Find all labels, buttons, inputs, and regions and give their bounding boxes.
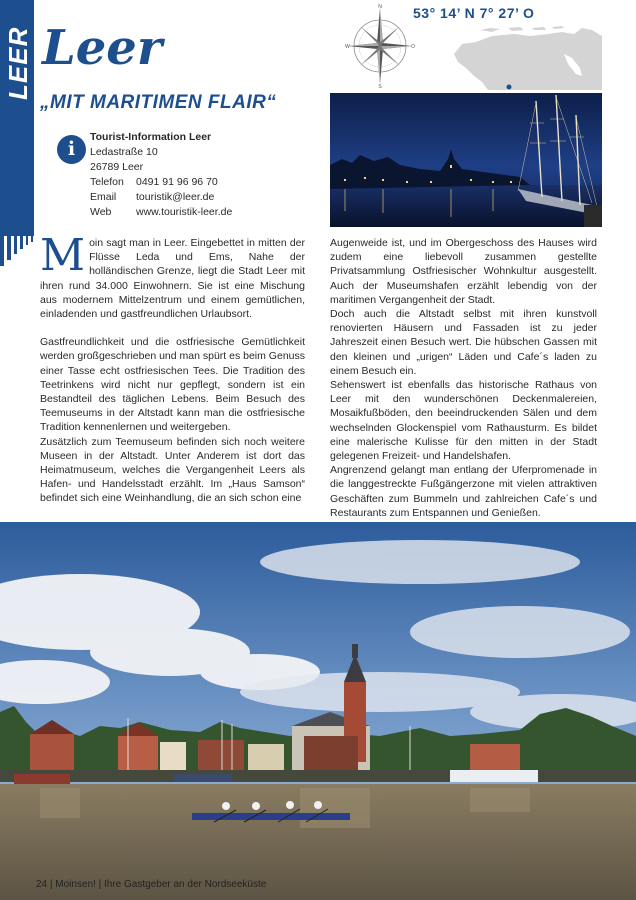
info-icon: i: [57, 135, 86, 164]
info-city: 26789 Leer: [90, 161, 144, 173]
info-title: Tourist-Information Leer: [90, 131, 212, 143]
side-stripes: [0, 236, 33, 266]
info-row-email: [90, 190, 232, 205]
tourist-info-block: [90, 130, 232, 220]
town-name: Leer: [42, 20, 163, 76]
phone-value: 0491 91 96 96 70: [136, 176, 218, 188]
tagline: „MIT MARITIMEN FLAIR“: [40, 92, 277, 113]
info-label: Telefon: [90, 176, 124, 188]
article-paragraph: Zusätzlich zum Teemuseum befinden sich noch weitere Museen in der Altstadt. Unter Anderem ist dort das Heimatmuseum, welches die Vergangenheit Leers als Hafen- und Handelsstadt erzählt. Im „Haus Samson“ befindet sich eine Weinhandlung, die an sich schon eine: [40, 435, 305, 505]
email-link[interactable]: touristik@leer.de: [136, 191, 215, 203]
article-paragraph: Doch auch die Altstadt selbst mit ihren kunstvoll renovierten Häusern und Fassaden ist zu jeder Jahreszeit einen Besuch wert. Die hübschen Gassen mit den kleinen und „urigen“ Läden und Cafe´s laden zu einem Besuch ein.: [330, 308, 597, 377]
article-paragraph: Gastfreundlichkeit und die ostfriesische Gemütlichkeit werden großgeschrieben und man spürt es beim Genuss einer Tasse echt ostfriesischen Tees. Die Tradition des Teetrinkens wird nicht nur gepflegt, sondern ist ein Bestandteil des täglichen Lebens. Beim Besuch des Teemuseums in der Altstadt kann man die ostfriesische Tradition kennenlernen und weitergeben.: [40, 336, 305, 434]
article-paragraph: Moin sagt man in Leer. Eingebettet in mitten der Flüsse Leda und Ems, Nahe der holländischen Grenze, liegt die Stadt Leer mit ihren rund 34.000 Einwohnern. Sie ist eine Mischung aus modernem Mittelzentrum und einem gemütlichen, einladenden und gastfreundlichen Urlaubsort.: [40, 230, 305, 321]
info-street: Ledastraße 10: [90, 146, 158, 158]
article-column-right: [330, 236, 597, 520]
svg-text:S: S: [378, 84, 382, 88]
region-map-inset: [452, 24, 602, 90]
dropcap: M: [40, 230, 86, 281]
harbour-photo: [0, 522, 636, 900]
web-link[interactable]: www.touristik-leer.de: [136, 206, 233, 218]
article-paragraph: Augenweide ist, und im Obergeschoss des Hauses wird zudem eine liebevoll zusammen gestellte Privatsammlung Ostfriesischer Wohnkultur ausgestellt. Auch der Museumshafen erzählt lebendig von der maritimen Vergangenheit der Stadt.: [330, 237, 597, 306]
coordinates: 53° 14’ N 7° 27’ O: [413, 5, 535, 21]
location-marker-icon: [507, 85, 512, 90]
info-label: Email: [90, 191, 117, 203]
compass-rose-icon: [344, 2, 416, 88]
article-column-left: [40, 230, 305, 506]
page-footer: 24 | Moinsen! | Ihre Gastgeber an der Nordseeküste: [36, 879, 267, 890]
info-row-phone: [90, 175, 232, 190]
info-row-web: [90, 205, 232, 220]
article-paragraph: Angrenzend gelangt man entlang der Uferpromenade in die langgestreckte Fußgängerzone mit vielen attraktiven Geschäften zum Bummeln und zahlreichen Cafe´s und Restaurants zum Entspannen und Genießen.: [330, 464, 597, 519]
svg-text:W: W: [345, 44, 350, 50]
svg-text:O: O: [411, 44, 415, 50]
info-label: Web: [90, 206, 112, 218]
night-harbour-photo: [330, 93, 602, 227]
article-paragraph: Sehenswert ist ebenfalls das historische Rathaus von Leer mit den wunderschönen Deckenmalereien, Mosaikfußböden, den beeindruckenden Sälen und dem wechselnden Glockenspiel vom Rathausturm. Es bildet eine malerische Kulisse für den mitten in der Stadt gelegenen Freizeit- und Handelshafen.: [330, 379, 597, 463]
side-label: LEER: [3, 26, 33, 100]
svg-text:N: N: [378, 4, 382, 10]
